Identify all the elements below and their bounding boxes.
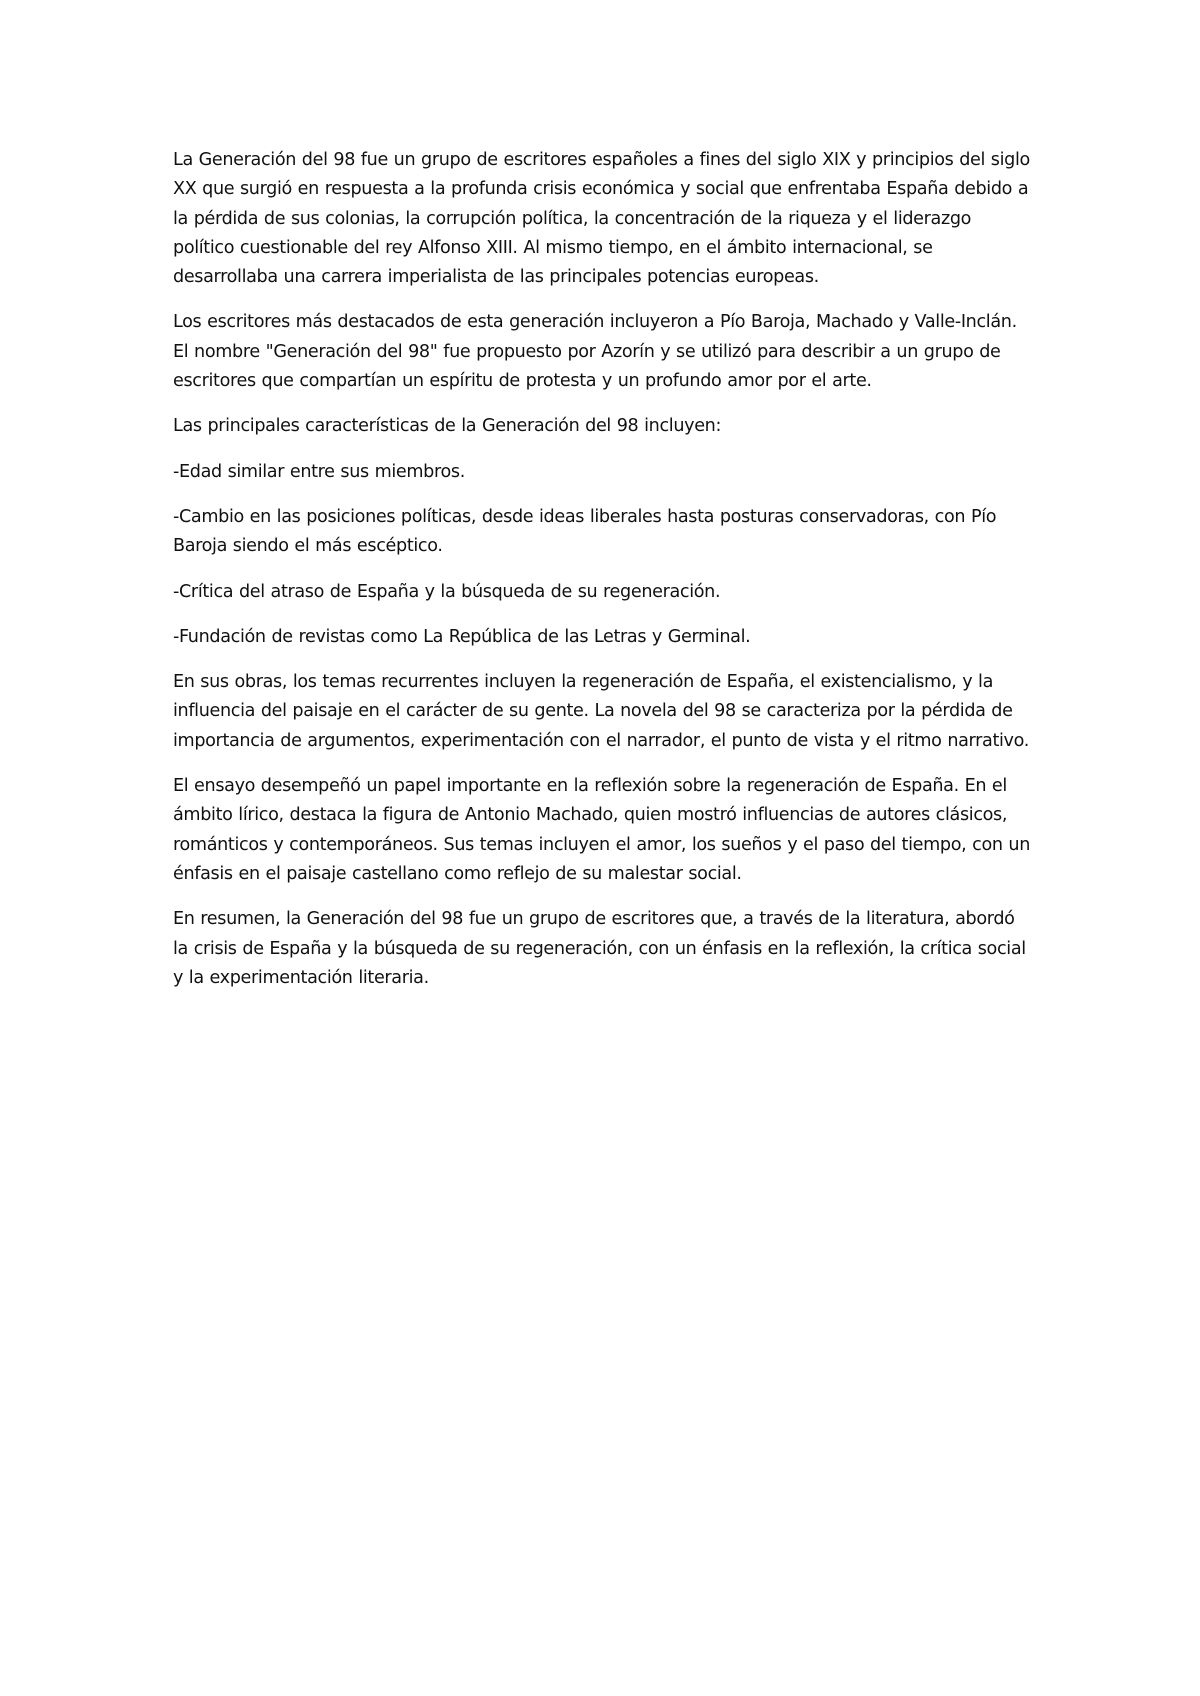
list-item-magazines: -Fundación de revistas como La República de las Letras y Germinal. <box>173 626 751 647</box>
document-body <box>173 146 1035 1009</box>
paragraph-writers: Los escritores más destacados de esta generación incluyeron a Pío Baroja, Machado y Valle-Inclán. El nombre "Generación del 98" fue propuesto por Azorín y se utilizó para describir a un grupo de escritores que compartían un espíritu de protesta y un profundo amor por el arte. <box>173 312 1017 392</box>
list-item-politics: -Cambio en las posiciones políticas, desde ideas liberales hasta posturas conservadoras, con Pío Baroja siendo el más escéptico. <box>173 506 997 557</box>
paragraph-essay: El ensayo desempeñó un papel importante en la reflexión sobre la regeneración de España. En el ámbito lírico, destaca la figura de Antonio Machado, quien mostró influencias de autores clásicos, románticos y contemporáneos. Sus temas incluyen el amor, los sueños y el paso del tiempo, con un énfasis en el paisaje castellano como reflejo de su malestar social. <box>173 776 1031 884</box>
list-item-criticism: -Crítica del atraso de España y la búsqueda de su regeneración. <box>173 581 721 602</box>
paragraph-themes: En sus obras, los temas recurrentes incluyen la regeneración de España, el existencialismo, y la influencia del paisaje en el carácter de su gente. La novela del 98 se caracteriza por la pérdida de importancia de argumentos, experimentación con el narrador, el punto de vista y el ritmo narrativo. <box>173 672 1029 751</box>
paragraph-characteristics-heading: Las principales características de la Generación del 98 incluyen: <box>173 416 722 437</box>
list-item-age: -Edad similar entre sus miembros. <box>173 461 465 482</box>
paragraph-intro: La Generación del 98 fue un grupo de escritores españoles a fines del siglo XIX y principios del siglo XX que surgió en respuesta a la profunda crisis económica y social que enfrentaba España debido a la pérdida de sus colonias, la corrupción política, la concentración de la riqueza y el liderazgo político cuestionable del rey Alfonso XIII. Al mismo tiempo, en el ámbito internacional, se desarrollaba una carrera imperialista de las principales potencias europeas. <box>173 150 1030 288</box>
paragraph-summary: En resumen, la Generación del 98 fue un grupo de escritores que, a través de la literatura, abordó la crisis de España y la búsqueda de su regeneración, con un énfasis en la reflexión, la crítica social y la experimentación literaria. <box>173 909 1026 988</box>
